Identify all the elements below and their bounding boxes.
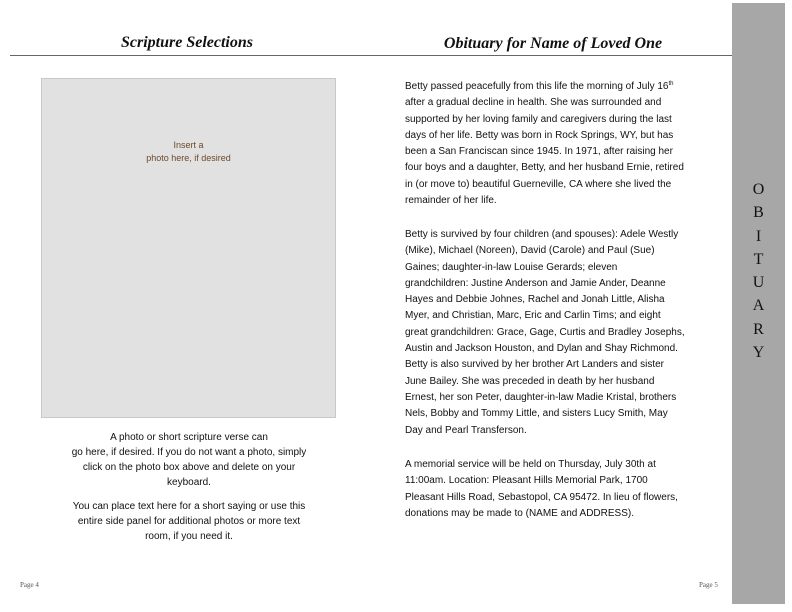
left-panel-text-1[interactable]: A photo or short scripture verse can go here, if desired. If you do not want a photo, simply click on the photo box above and delete on your keyboard. (71, 432, 307, 488)
sidebar-letter: I (755, 227, 762, 245)
date-superscript: th (668, 81, 674, 87)
obituary-paragraph-1[interactable] (405, 79, 717, 209)
photo-placeholder-box[interactable] (41, 78, 336, 418)
page-number-left: Page 4 (20, 581, 39, 589)
sidebar-letter: R (753, 320, 764, 338)
obituary-paragraph-1-rest: after a gradual decline in health. She was surrounded and supported by her loving family and caregivers during the last days of her life. Betty was born in Rock Springs, WY, but has been a San Franciscan since 1945. In 1971, after raising her four boys and a daughter, Betty, and her husband Ernie, retired in (or move to) beautiful Guerneville, CA where she lived the remainder of her life. (405, 97, 684, 207)
sidebar-vertical-title (732, 178, 785, 364)
right-page-title: Obituary for Name of Loved One (443, 35, 663, 52)
left-page-title: Scripture Selections (120, 34, 253, 51)
page-number-right: Page 5 (699, 581, 718, 589)
header-divider (10, 55, 732, 56)
obituary-paragraph-2[interactable]: Betty is survived by four children (and spouses): Adele Westly (Mike), Michael (Noreen), David (Carole) and Paul (Sue) Gaines; daughter-in-law Louise Gerards; eleven grandchildren: Justine Anderson and Jamie Ander, Deanne Hayes and Debbie Johnes, Rachel and Jonah Little, Alisha Myer, and Christian, Marc, Eric and Carlin Tims; and eight great grandchildren: Grace, Gage, Curtis and Bradley Josephs, Austin and Jackson Houston, and Dylan and Shay Richmond. Betty is also survived by her brother Art Landers and sister June Bailey. She was preceded in death by her husband Ernest, her son Peter, daughter-in-law Madie Kristal, brothers Nels, Bobby and Tommy Little, and sisters Lucy Smith, May Day and Pearl Transferson. (405, 229, 685, 436)
obituary-sidebar (732, 3, 785, 604)
left-panel-text-2[interactable]: You can place text here for a short saying or use this entire side panel for additional photos or more text room, if you need it. (72, 501, 306, 542)
sidebar-letter: Y (752, 344, 765, 362)
photo-placeholder-text: Insert a photo here, if desired (146, 140, 231, 163)
sidebar-letter: B (753, 204, 764, 222)
sidebar-letter: A (752, 297, 765, 315)
sidebar-letter: T (753, 250, 764, 268)
obituary-paragraph-3[interactable]: A memorial service will be held on Thursday, July 30th at 11:00am. Location: Pleasant Hills Memorial Park, 1700 Pleasant Hills Road, Sebastopol, CA 95472. In lieu of flowers, donations may be made to (NAME and ADDRESS). (405, 459, 678, 519)
sidebar-letter: U (752, 274, 765, 292)
sidebar-letter: O (752, 181, 765, 198)
obituary-paragraph-1-lead: Betty passed peacefully from this life the morning of July 16 (405, 81, 669, 92)
